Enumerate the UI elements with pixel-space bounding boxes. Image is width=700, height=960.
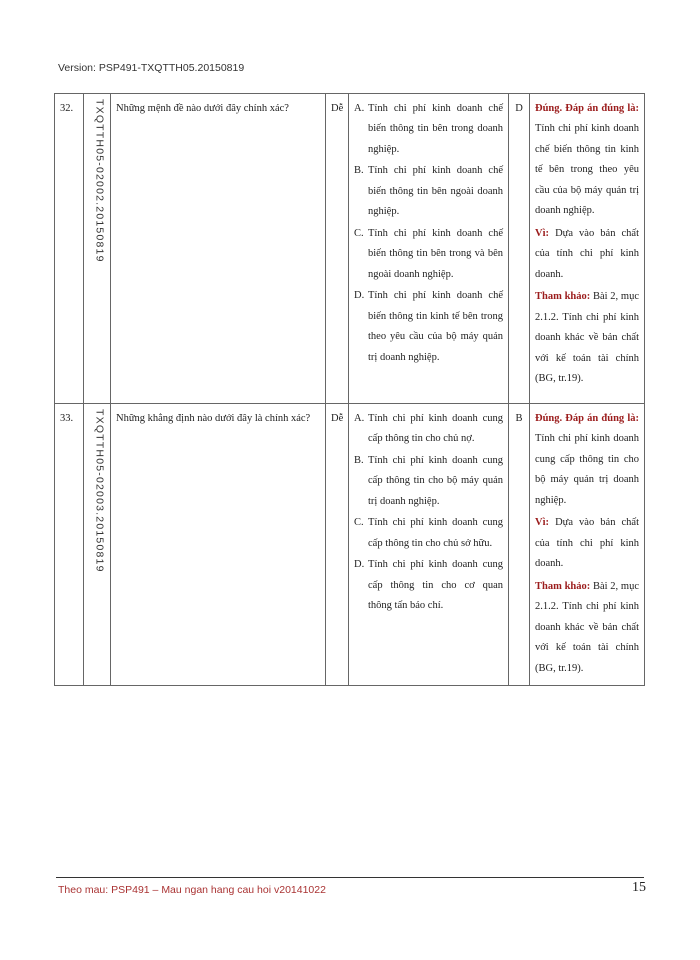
question-text: Những khẳng định nào dưới đây là chính xác? <box>111 404 326 686</box>
question-row <box>55 94 645 404</box>
correct-answer: D <box>509 94 530 404</box>
question-text: Những mệnh đề nào dưới đây chính xác? <box>111 94 326 404</box>
difficulty-level: Dễ <box>326 404 349 686</box>
version-header: Version: PSP491-TXQTTH05.20150819 <box>58 62 245 74</box>
option-a: A. Tính chi phí kinh doanh chế biến thông tin bên trong doanh nghiệp. <box>354 103 503 155</box>
question-code: TXQTTH05-02003.20150819 <box>93 409 106 573</box>
footer-template-note: Theo mau: PSP491 – Mau ngan hang cau hoi v20141022 <box>58 884 326 896</box>
question-table <box>54 93 645 686</box>
question-number: 32. <box>55 94 84 404</box>
options-cell <box>349 94 509 404</box>
option-b: B. Tính chi phí kinh doanh chế biến thông tin bên ngoài doanh nghiệp. <box>354 165 503 218</box>
page-number: 15 <box>632 880 646 895</box>
question-code: TXQTTH05-02002.20150819 <box>93 99 106 263</box>
question-number: 33. <box>55 404 84 686</box>
explanation-cell <box>530 94 645 404</box>
footer-divider <box>56 877 644 878</box>
explanation-why: Vì: Dựa vào bản chất của tính chi phí kinh doanh. <box>535 517 639 570</box>
option-c: C. Tính chi phí kinh doanh chế biến thông tin bên trong và bên ngoài doanh nghiệp. <box>354 227 503 280</box>
option-d: D. Tính chi phí kinh doanh cung cấp thông tin cho cơ quan thông tấn báo chí. <box>354 559 503 612</box>
explanation-correct: Đúng. Đáp án đúng là: Tính chi phí kinh doanh cung cấp thông tin cho bộ máy quản trị doanh nghiệp. <box>535 413 639 506</box>
explanation-cell <box>530 404 645 686</box>
options-cell <box>349 404 509 686</box>
option-b: B. Tính chi phí kinh doanh cung cấp thông tin cho bộ máy quản trị doanh nghiệp. <box>354 454 503 507</box>
option-d: D. Tính chi phí kinh doanh chế biến thông tin kinh tế bên trong theo yêu cầu của bộ máy quản trị doanh nghiệp. <box>354 290 503 363</box>
explanation-why: Vì: Dựa vào bản chất của tính chi phí kinh doanh. <box>535 227 639 280</box>
option-a: A. Tính chi phí kinh doanh cung cấp thông tin cho chủ nợ. <box>354 413 503 445</box>
explanation-reference: Tham khảo: Bài 2, mục 2.1.2. Tính chi phí kinh doanh khác về bản chất với kế toán tài chính (BG, tr.19). <box>535 291 639 385</box>
question-row <box>55 404 645 686</box>
option-c: C. Tính chi phí kinh doanh cung cấp thông tin cho chủ sở hữu. <box>354 517 503 549</box>
explanation-reference: Tham khảo: Bài 2, mục 2.1.2. Tính chi phí kinh doanh khác về bản chất với kế toán tài chính (BG, tr.19). <box>535 580 639 674</box>
correct-answer: B <box>509 404 530 686</box>
explanation-correct: Đúng. Đáp án đúng là: Tính chi phí kinh doanh chế biến thông tin kinh tế bên trong theo yêu cầu của bộ máy quản trị doanh nghiệp. <box>535 103 639 217</box>
difficulty-level: Dễ <box>326 94 349 404</box>
